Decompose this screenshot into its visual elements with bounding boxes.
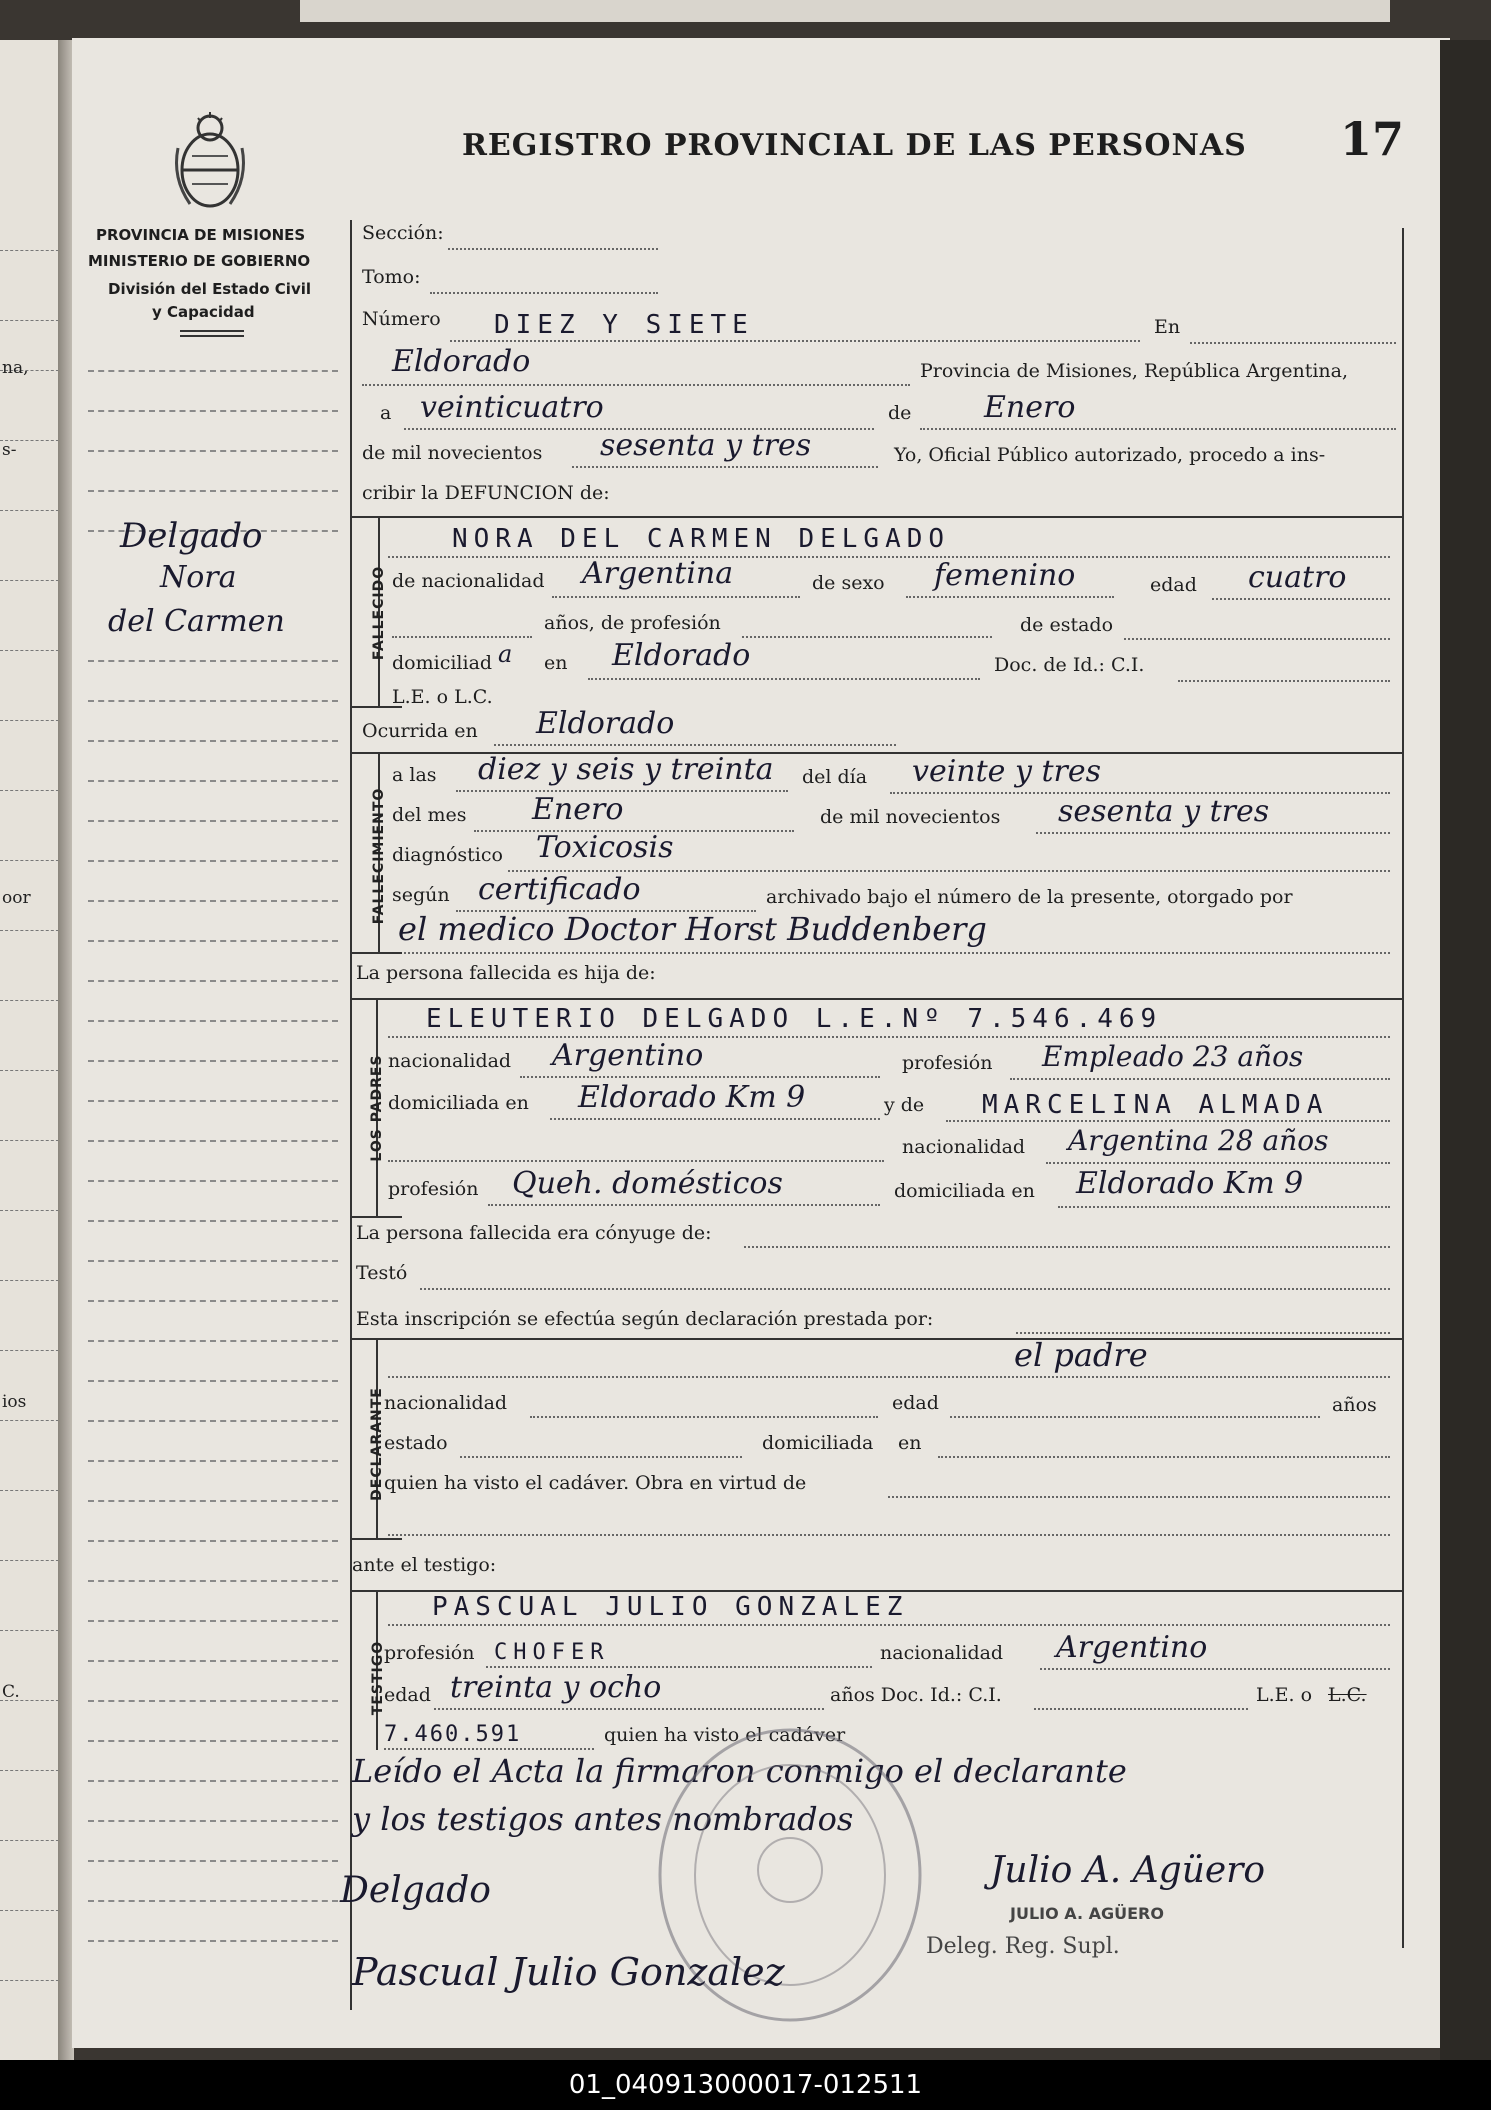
anio-fallec-value: sesenta y tres — [1058, 794, 1270, 829]
lc-struck-label: L.C. — [1328, 1684, 1367, 1706]
testigo-edad-label: edad — [384, 1684, 431, 1706]
sexo-value: femenino — [934, 558, 1076, 593]
testigo-profesion-value: CHOFER — [494, 1640, 610, 1665]
provincia-label: Provincia de Misiones, República Argentina, — [920, 360, 1349, 382]
hija-de-label: La persona fallecida es hija de: — [356, 962, 656, 984]
le-o-label: L.E. o — [1256, 1684, 1313, 1706]
a-label: a — [380, 402, 392, 424]
domiciliad-suffix: a — [498, 640, 513, 668]
fallecido-section-label: FALLECIDO — [371, 565, 387, 661]
left-fragment: C. — [2, 1682, 20, 1702]
testigo-nacionalidad-label: nacionalidad — [880, 1642, 1004, 1664]
quien-visto-2-label: quien ha visto el cadáver — [604, 1724, 846, 1746]
inscripcion-label: Esta inscripción se efectúa según declaración prestada por: — [356, 1308, 934, 1330]
left-facing-page — [0, 40, 64, 2060]
edad-label: edad — [1150, 574, 1197, 596]
madre-nacionalidad-label: nacionalidad — [902, 1136, 1026, 1158]
declarante-domiciliada-label: domiciliada — [762, 1432, 874, 1454]
ocurrida-label: Ocurrida en — [362, 720, 478, 742]
conyuge-label: La persona fallecida era cónyuge de: — [356, 1222, 712, 1244]
stamp-name: JULIO A. AGÜERO — [1010, 1904, 1164, 1923]
margin-middlename: del Carmen — [108, 604, 285, 639]
ministry-label: MINISTERIO DE GOBIERNO — [88, 252, 311, 270]
declarante-estado-label: estado — [384, 1432, 448, 1454]
dia-value: veinticuatro — [420, 390, 604, 425]
del-mes-label: del mes — [392, 804, 467, 826]
edad-value: cuatro — [1248, 560, 1347, 595]
left-fragment: oor — [2, 888, 31, 908]
nacionalidad-label: de nacionalidad — [392, 570, 545, 592]
page-number: 17 — [1340, 112, 1405, 166]
testigo-nombre: PASCUAL JULIO GONZALEZ — [432, 1592, 909, 1622]
declarante-anos-label: años — [1332, 1394, 1377, 1416]
de-mil-label: de mil novecientos — [362, 442, 543, 464]
segun-value: certificado — [478, 872, 641, 907]
stamp-title: Deleg. Reg. Supl. — [926, 1934, 1120, 1959]
coat-of-arms-icon — [170, 108, 250, 218]
signature-declarante: Delgado — [340, 1870, 491, 1911]
madre-nacionalidad-value: Argentina 28 años — [1068, 1124, 1329, 1157]
fallecido-nombre: NORA DEL CARMEN DELGADO — [452, 524, 951, 554]
nacionalidad-value: Argentina — [582, 556, 734, 591]
next-page-edge — [300, 0, 1390, 22]
y-de-label: y de — [884, 1094, 925, 1116]
left-fragment: na, — [2, 358, 29, 378]
declarante-section-label: DECLARANTE — [369, 1387, 385, 1501]
register-title: REGISTRO PROVINCIAL DE LAS PERSONAS — [462, 128, 1247, 163]
madre-domicilio-value: Eldorado Km 9 — [1076, 1166, 1304, 1201]
de-label: de — [888, 402, 912, 424]
diagnostico-value: Toxicosis — [536, 830, 674, 865]
sexo-label: de sexo — [812, 572, 885, 594]
testigo-section-label: TESTIGO — [370, 1640, 386, 1716]
province-label: PROVINCIA DE MISIONES — [96, 226, 306, 244]
diagnostico-label: diagnóstico — [392, 844, 503, 866]
declarante-value: el padre — [1014, 1336, 1148, 1374]
doc-id-label: Doc. de Id.: C.I. — [994, 654, 1145, 676]
testo-label: Testó — [356, 1262, 408, 1284]
en-label: En — [1154, 316, 1181, 338]
lugar-value: Eldorado — [392, 344, 531, 379]
declarante-edad-label: edad — [892, 1392, 939, 1414]
margin-firstname: Nora — [160, 560, 237, 595]
margin-surname: Delgado — [120, 516, 263, 556]
de-estado-label: de estado — [1020, 614, 1114, 636]
closing-line-2: y los testigos antes nombrados — [352, 1800, 854, 1838]
signature-official: Julio A. Agüero — [990, 1850, 1266, 1891]
domicilio-value: Eldorado — [612, 638, 751, 673]
numero-value: DIEZ Y SIETE — [494, 310, 754, 340]
testigo-profesion-label: profesión — [384, 1642, 475, 1664]
medico-value: el medico Doctor Horst Buddenberg — [398, 910, 987, 948]
fallecimiento-section-label: FALLECIMIENTO — [371, 787, 387, 925]
padre-nacionalidad-value: Argentino — [552, 1038, 704, 1073]
mes-value: Enero — [984, 390, 1076, 425]
segun-label: según — [392, 884, 450, 906]
division-label: División del Estado Civil — [108, 280, 312, 298]
anos-profesion-label: años, de profesión — [544, 612, 721, 634]
image-caption: 01_040913000017-012511 — [0, 2060, 1491, 2110]
seccion-label: Sección: — [362, 222, 444, 244]
inscribir-label: cribir la DEFUNCION de: — [362, 482, 610, 504]
left-fragment: ios — [2, 1392, 27, 1412]
testigo-doc-value: 7.460.591 — [384, 1722, 522, 1747]
le-lc-label: L.E. o L.C. — [392, 686, 493, 708]
padre-profesion-label: profesión — [902, 1052, 993, 1074]
padre-nombre: ELEUTERIO DELGADO L.E.Nº 7.546.469 — [426, 1004, 1163, 1034]
declarante-en-label: en — [898, 1432, 922, 1454]
padre-profesion-value: Empleado 23 años — [1042, 1040, 1304, 1073]
padre-domicilio-label: domiciliada en — [388, 1092, 529, 1114]
en-label-2: en — [544, 652, 568, 674]
ante-testigo-label: ante el testigo: — [352, 1554, 497, 1576]
a-las-label: a las — [392, 764, 437, 786]
left-fragment: s- — [2, 440, 17, 460]
archivado-label: archivado bajo el número de la presente, otorgado por — [766, 886, 1293, 908]
division-label-2: y Capacidad — [152, 303, 255, 321]
hora-value: diez y seis y treinta — [478, 752, 774, 787]
declarante-nacionalidad-label: nacionalidad — [384, 1392, 508, 1414]
padre-nacionalidad-label: nacionalidad — [388, 1050, 512, 1072]
de-mil-label-2: de mil novecientos — [820, 806, 1001, 828]
dia-fallec-value: veinte y tres — [912, 754, 1101, 789]
quien-visto-label: quien ha visto el cadáver. Obra en virtud de — [384, 1472, 807, 1494]
madre-nombre: MARCELINA ALMADA — [982, 1090, 1329, 1120]
testigo-edad-value: treinta y ocho — [450, 1670, 662, 1705]
yo-oficial-label: Yo, Oficial Público autorizado, procedo a ins- — [894, 444, 1326, 466]
numero-label: Número — [362, 308, 441, 330]
anos-doc-label: años Doc. Id.: C.I. — [830, 1684, 1002, 1706]
domiciliad-label: domiciliad — [392, 652, 493, 674]
signature-testigo: Pascual Julio Gonzalez — [352, 1950, 785, 1994]
closing-line-1: Leído el Acta la firmaron conmigo el declarante — [352, 1752, 1127, 1790]
madre-domicilio-label: domiciliada en — [894, 1180, 1035, 1202]
mes-fallec-value: Enero — [532, 792, 624, 827]
right-book-edge — [1440, 40, 1491, 2060]
testigo-nacionalidad-value: Argentino — [1056, 1630, 1208, 1665]
ocurrida-value: Eldorado — [536, 706, 675, 741]
tomo-label: Tomo: — [362, 266, 421, 288]
del-dia-label: del día — [802, 766, 868, 788]
madre-profesion-value: Queh. domésticos — [512, 1166, 783, 1201]
padres-section-label: LOS PADRES — [369, 1054, 385, 1162]
padre-domicilio-value: Eldorado Km 9 — [578, 1080, 806, 1115]
madre-profesion-label: profesión — [388, 1178, 479, 1200]
anio-value: sesenta y tres — [600, 428, 812, 463]
